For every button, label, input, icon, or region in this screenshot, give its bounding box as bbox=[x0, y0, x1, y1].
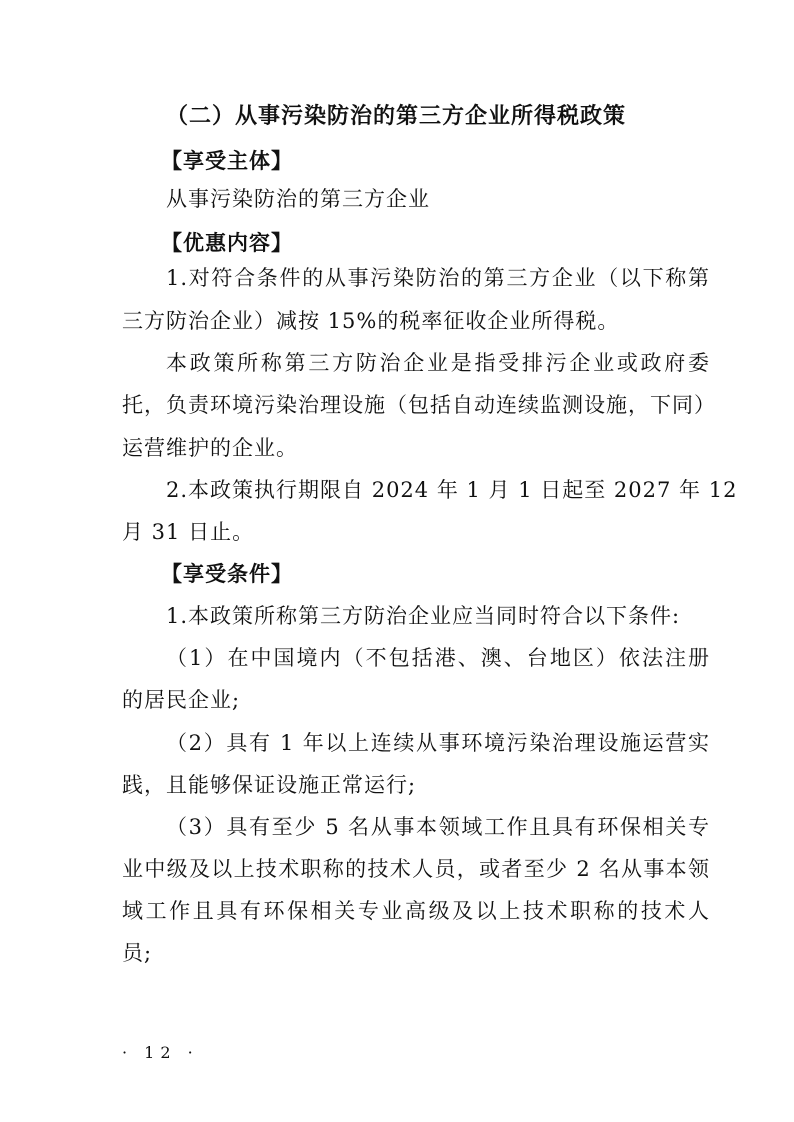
section-title: （二）从事污染防治的第三方企业所得税政策 bbox=[166, 103, 627, 129]
item1-line1: 1.对符合条件的从事污染防治的第三方企业（以下称第 bbox=[166, 266, 710, 290]
item2-line1: 2.本政策执行期限自 2024 年 1 月 1 日起至 2027 年 12 bbox=[166, 478, 738, 502]
condition1-line2: 的居民企业; bbox=[122, 688, 241, 712]
condition2-line2: 践，且能够保证设施正常运行; bbox=[122, 773, 417, 797]
preferential-heading: 【优惠内容】 bbox=[161, 230, 293, 255]
condition3-line2: 业中级及以上技术职称的技术人员，或者至少 2 名从事本领 bbox=[122, 857, 710, 881]
para-line1: 本政策所称第三方防治企业是指受排污企业或政府委 bbox=[166, 351, 710, 375]
para-line2: 托，负责环境污染治理设施（包括自动连续监测设施，下同） bbox=[122, 393, 716, 417]
condition1-line1: （1）在中国境内（不包括港、澳、台地区）依法注册 bbox=[166, 646, 710, 670]
condition3-line4: 员; bbox=[122, 941, 153, 965]
item2-line2: 月 31 日止。 bbox=[122, 520, 255, 544]
condition2-line1: （2）具有 1 年以上连续从事环境污染治理设施运营实 bbox=[166, 731, 710, 755]
page-number: · 12 · bbox=[122, 1043, 199, 1062]
item1-line2: 三方防治企业）减按 15%的税率征收企业所得税。 bbox=[122, 309, 620, 333]
conditions-heading: 【享受条件】 bbox=[161, 561, 293, 586]
para-line3: 运营维护的企业。 bbox=[122, 436, 298, 460]
beneficiary-heading: 【享受主体】 bbox=[161, 148, 293, 173]
beneficiary-text: 从事污染防治的第三方企业 bbox=[166, 187, 430, 211]
conditions-intro: 1.本政策所称第三方防治企业应当同时符合以下条件: bbox=[166, 604, 681, 628]
condition3-line1: （3）具有至少 5 名从事本领域工作且具有环保相关专 bbox=[166, 815, 710, 839]
condition3-line3: 域工作且具有环保相关专业高级及以上技术职称的技术人 bbox=[122, 899, 710, 923]
